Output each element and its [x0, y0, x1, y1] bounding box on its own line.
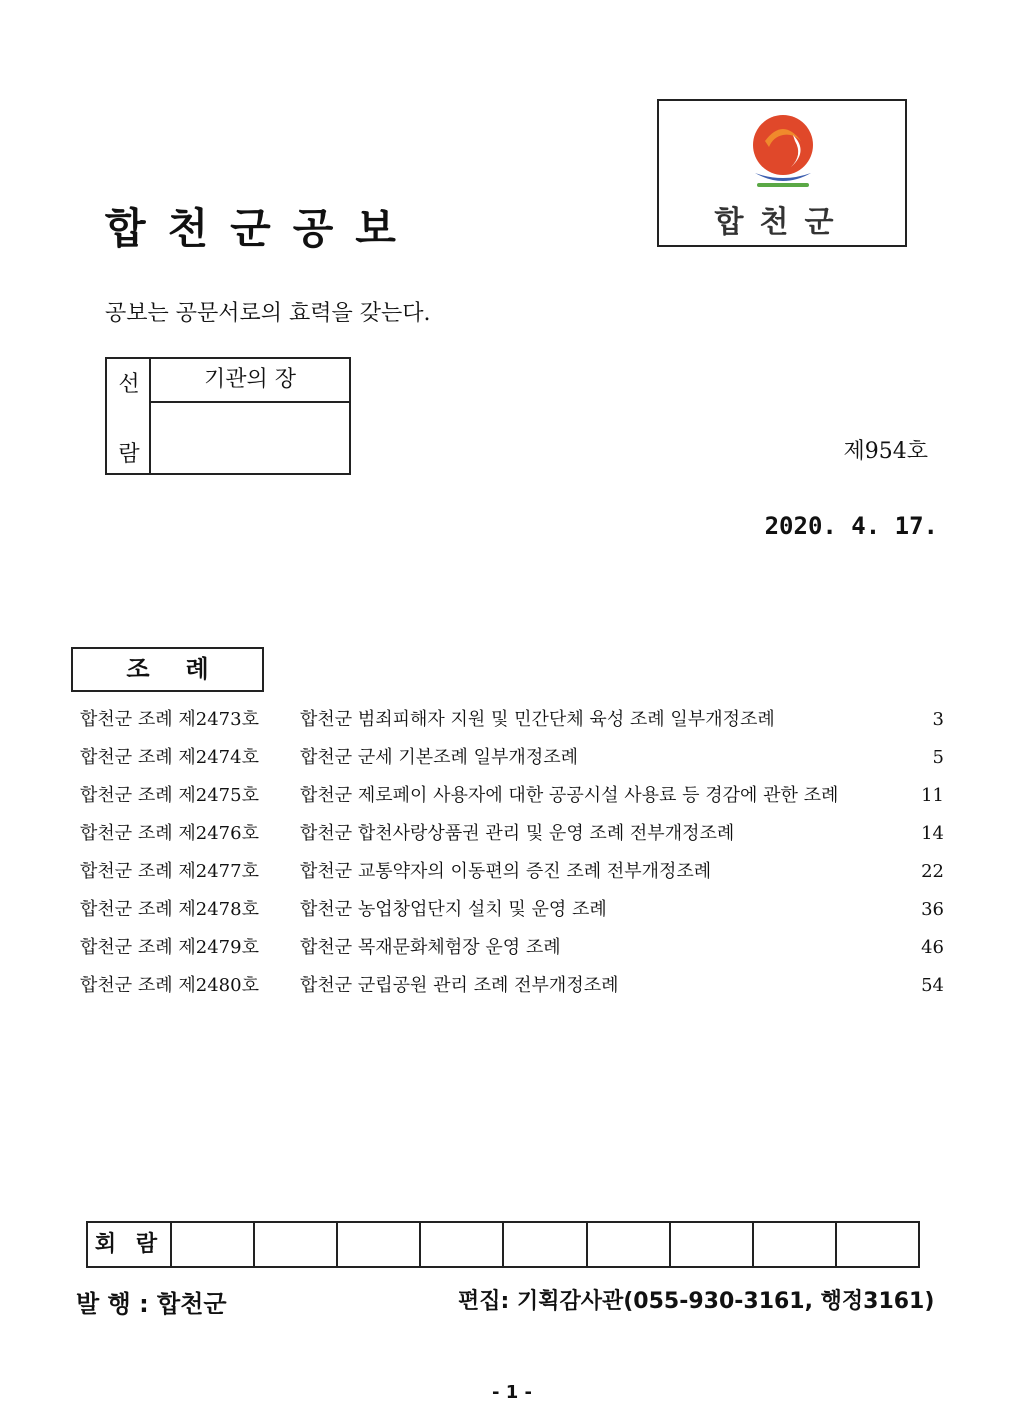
toc-ordinance-number: 합천군 조례 제2476호 — [80, 823, 259, 844]
legal-notice: 공보는 공문서로의 효력을 갖는다. — [105, 301, 431, 326]
toc-title: 합천군 군세 기본조례 일부개정조례 — [300, 747, 578, 768]
review-box — [105, 357, 351, 475]
toc-row[interactable] — [80, 782, 944, 820]
county-emblem-icon — [743, 111, 823, 201]
section-heading: 조례 — [71, 647, 264, 692]
logo-text: 합천군 — [714, 205, 850, 240]
county-logo — [657, 99, 907, 247]
toc-ordinance-number: 합천군 조례 제2477호 — [80, 861, 259, 882]
document-title: 합천군공보 — [105, 204, 418, 253]
toc-ordinance-number: 합천군 조례 제2474호 — [80, 747, 259, 768]
review-label-bottom: 람 — [118, 442, 140, 467]
toc-row[interactable] — [80, 744, 944, 782]
circulation-cell — [588, 1223, 671, 1266]
publisher: 발 행 : 합천군 — [76, 1290, 227, 1318]
circulation-cell — [671, 1223, 754, 1266]
circulation-cell — [504, 1223, 587, 1266]
toc-row[interactable] — [80, 706, 944, 744]
review-side-column — [107, 359, 151, 473]
toc-page: 22 — [921, 861, 944, 882]
editor-contact: 편집: 기획감사관(055-930-3161, 행정3161) — [458, 1289, 935, 1314]
toc-title: 합천군 군립공원 관리 조례 전부개정조례 — [300, 975, 619, 996]
toc-page: 3 — [932, 709, 944, 730]
toc-ordinance-number: 합천군 조례 제2478호 — [80, 899, 259, 920]
circulation-cell — [754, 1223, 837, 1266]
toc-title: 합천군 목재문화체험장 운영 조례 — [300, 937, 561, 958]
toc-title: 합천군 합천사랑상품권 관리 및 운영 조례 전부개정조례 — [300, 823, 735, 844]
toc-row[interactable] — [80, 896, 944, 934]
circulation-label: 회 람 — [88, 1223, 172, 1266]
toc-ordinance-number: 합천군 조례 제2475호 — [80, 785, 259, 806]
circulation-cell — [172, 1223, 255, 1266]
table-of-contents — [80, 706, 944, 1010]
toc-ordinance-number: 합천군 조례 제2479호 — [80, 937, 259, 958]
toc-page: 46 — [921, 937, 944, 958]
toc-ordinance-number: 합천군 조례 제2473호 — [80, 709, 259, 730]
issue-date: 2020. 4. 17. — [764, 512, 938, 540]
toc-title: 합천군 범죄피해자 지원 및 민간단체 육성 조례 일부개정조례 — [300, 709, 775, 730]
circulation-cell — [421, 1223, 504, 1266]
circulation-cell — [255, 1223, 338, 1266]
circulation-table — [86, 1221, 920, 1268]
toc-page: 5 — [932, 747, 944, 768]
toc-page: 54 — [921, 975, 944, 996]
page-number: - 1 - — [492, 1382, 532, 1403]
toc-row[interactable] — [80, 820, 944, 858]
toc-page: 14 — [921, 823, 944, 844]
toc-row[interactable] — [80, 934, 944, 972]
toc-title: 합천군 제로페이 사용자에 대한 공공시설 사용료 등 경감에 관한 조례 — [300, 785, 839, 806]
toc-page: 11 — [921, 785, 944, 806]
toc-page: 36 — [921, 899, 944, 920]
toc-row[interactable] — [80, 858, 944, 896]
circulation-cell — [837, 1223, 918, 1266]
review-label-top: 선 — [118, 372, 140, 397]
circulation-cell — [338, 1223, 421, 1266]
review-header: 기관의 장 — [151, 359, 349, 403]
toc-row[interactable] — [80, 972, 944, 1010]
toc-title: 합천군 농업창업단지 설치 및 운영 조례 — [300, 899, 607, 920]
issue-number: 제954호 — [843, 439, 928, 464]
toc-ordinance-number: 합천군 조례 제2480호 — [80, 975, 259, 996]
toc-title: 합천군 교통약자의 이동편의 증진 조례 전부개정조례 — [300, 861, 712, 882]
